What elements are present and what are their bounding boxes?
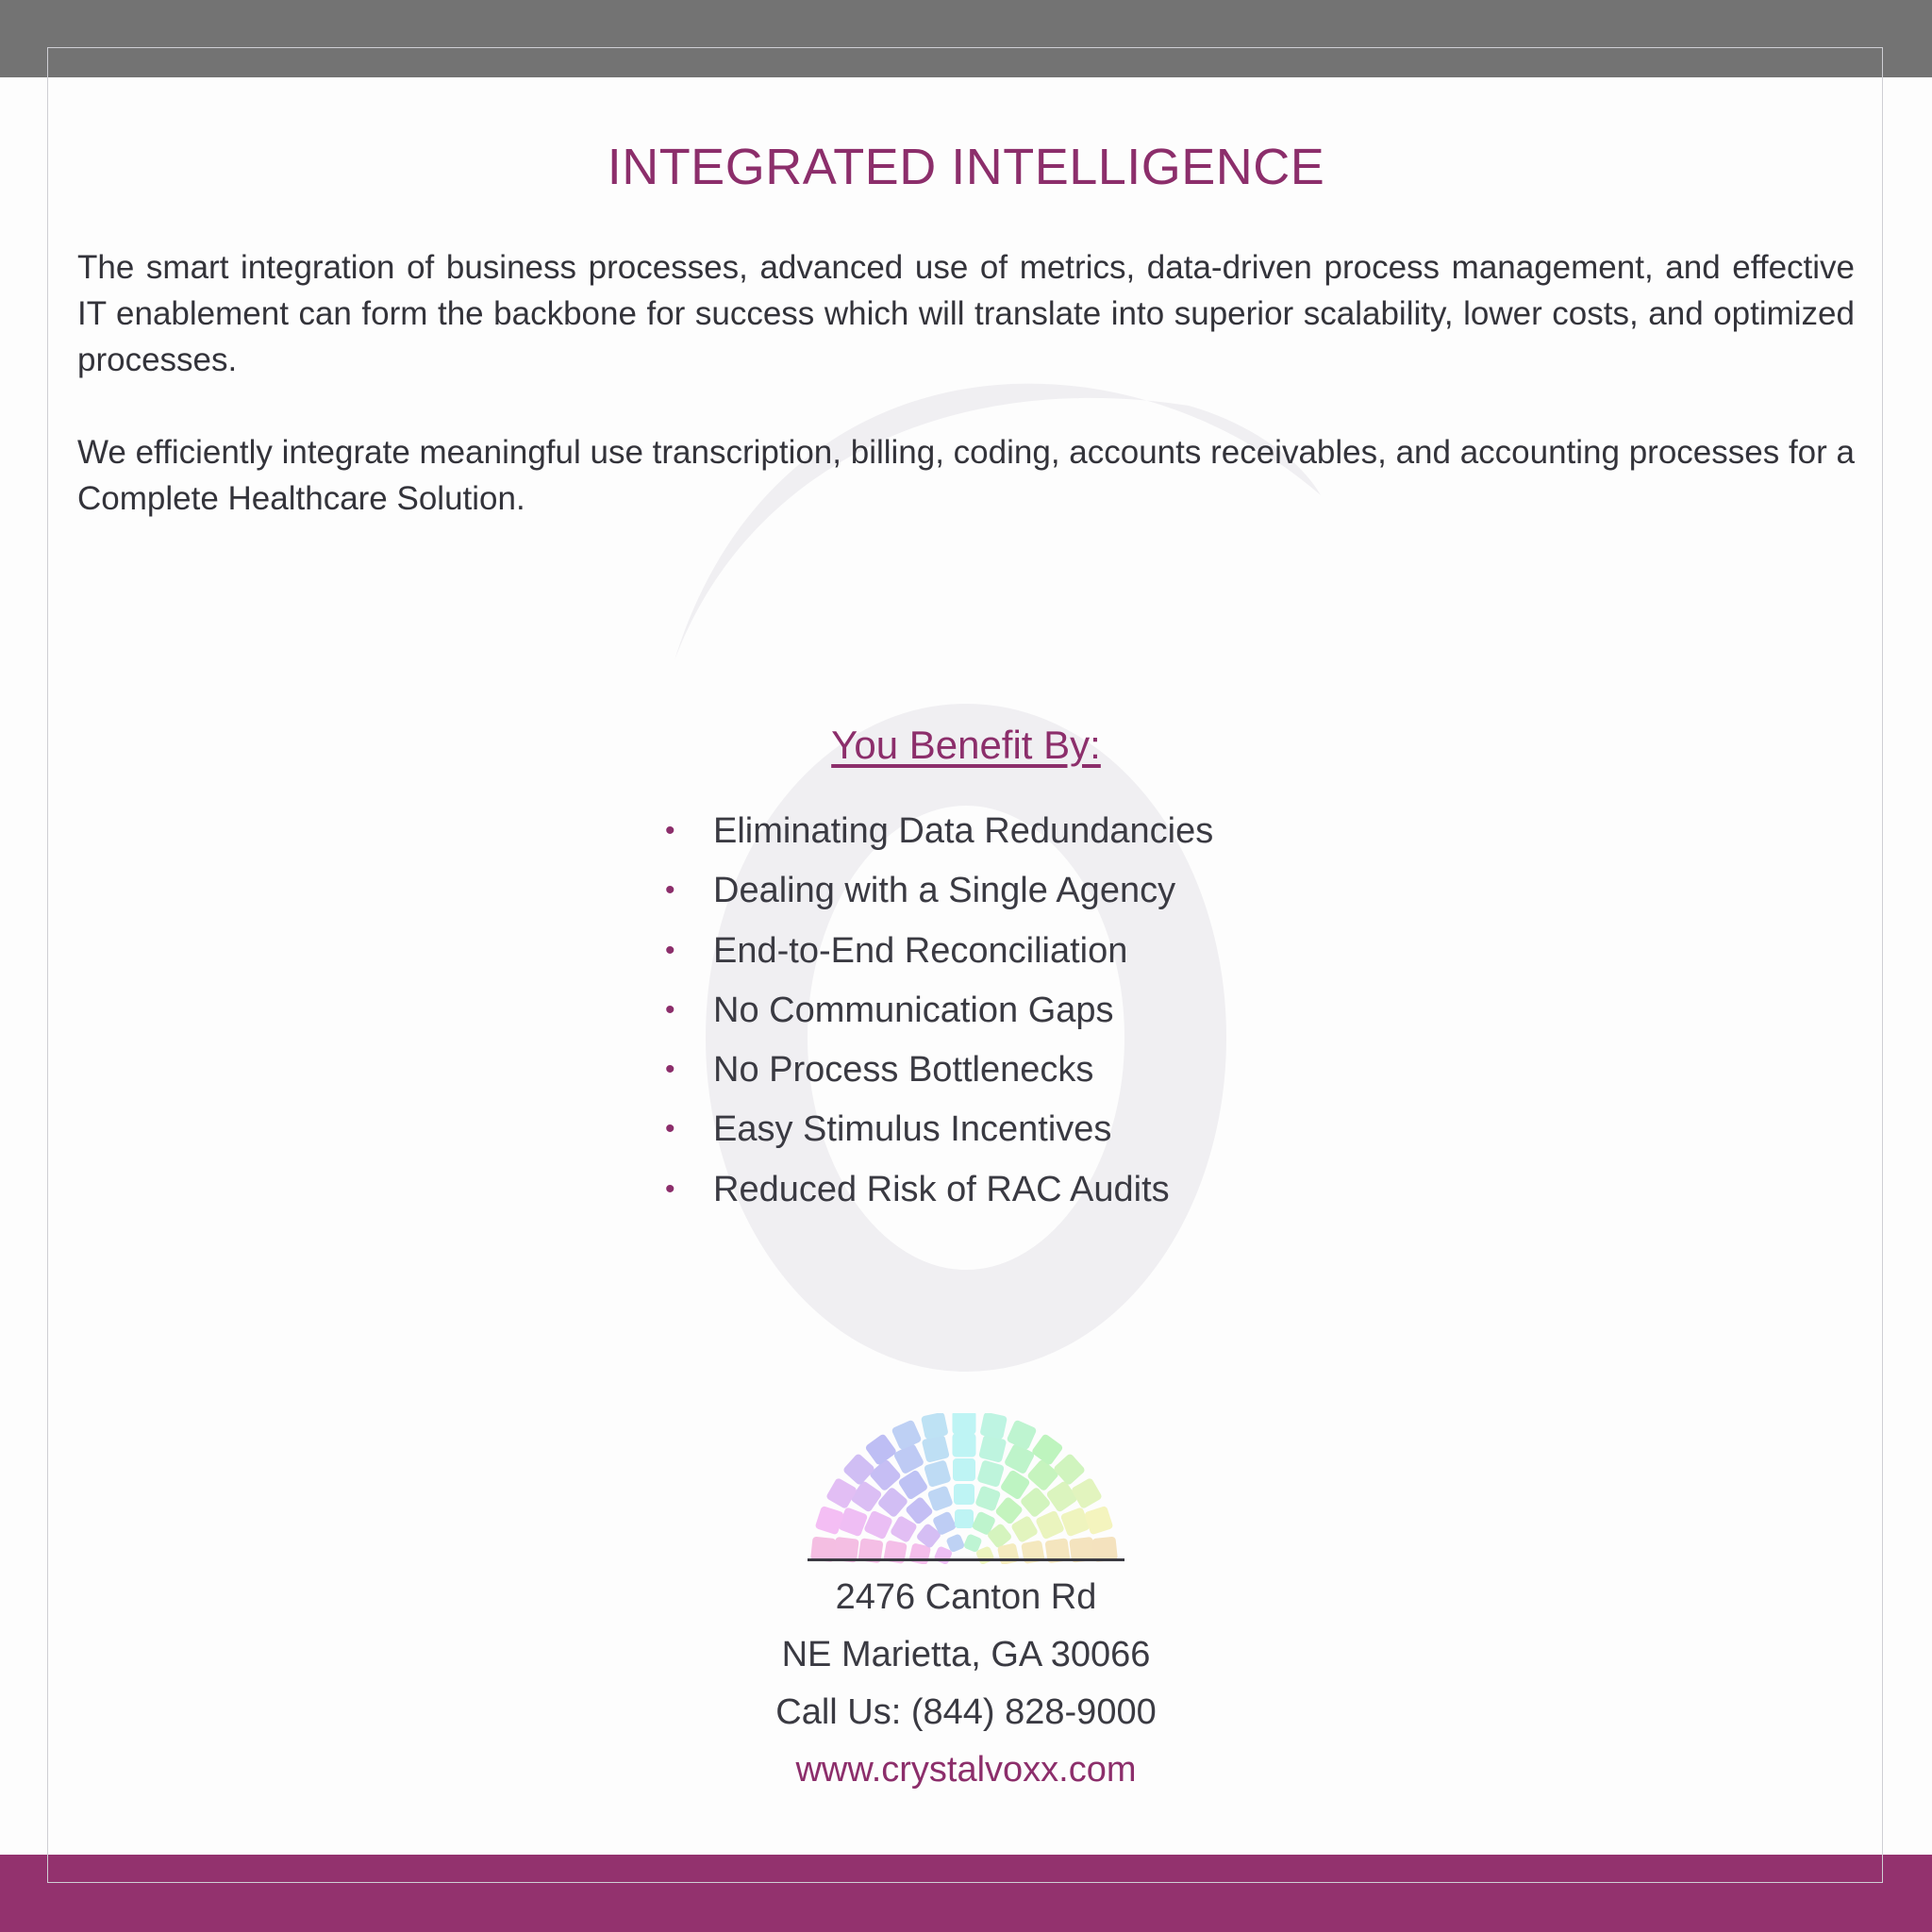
logo-tile xyxy=(863,1510,893,1541)
logo-tile xyxy=(979,1413,1008,1440)
benefit-label: No Process Bottlenecks xyxy=(713,1050,1094,1091)
benefit-item xyxy=(660,1165,1213,1224)
benefit-label: Easy Stimulus Incentives xyxy=(713,1109,1112,1150)
bottom-color-band xyxy=(0,1855,1932,1932)
intro-paragraph: The smart integration of business processes, advanced use of metrics, data-driven process management, and effective IT enablement can form the backbone for success which will translate into superior scalability, lower costs, and optimized processes. xyxy=(77,249,1855,378)
bullet-icon: • xyxy=(665,1113,675,1145)
logo-tile xyxy=(842,1453,875,1486)
integration-paragraph: We efficiently integrate meaningful use transcription, billing, coding, accounts receivables, and accounting processes for a Complete Healthcare Solution. xyxy=(77,434,1855,517)
phone-number: Call Us: (844) 828-9000 xyxy=(775,1692,1157,1732)
logo-tile xyxy=(953,1434,976,1457)
benefits-list xyxy=(660,807,1213,1224)
benefit-item xyxy=(660,986,1213,1045)
logo-tile xyxy=(953,1458,975,1481)
page-title: INTEGRATED INTELLIGENCE xyxy=(607,139,1325,195)
logo-tile xyxy=(850,1480,883,1513)
benefit-item xyxy=(660,926,1213,986)
logo-tile xyxy=(1026,1458,1059,1491)
logo-tile xyxy=(1004,1443,1036,1475)
logo-tile xyxy=(1035,1510,1065,1541)
benefits-heading: You Benefit By: xyxy=(831,723,1101,767)
bullet-icon: • xyxy=(665,1173,675,1205)
logo-tile xyxy=(1031,1433,1064,1466)
bullet-icon: • xyxy=(665,874,675,907)
bullet-icon: • xyxy=(665,934,675,966)
benefit-label: No Communication Gaps xyxy=(713,990,1114,1030)
logo-tile xyxy=(1071,1477,1103,1509)
logo-tile xyxy=(891,1419,922,1450)
address-line-2: NE Marietta, GA 30066 xyxy=(781,1635,1151,1674)
logo-tile xyxy=(893,1443,925,1475)
logo-tile xyxy=(954,1484,974,1505)
benefit-item xyxy=(660,1045,1213,1105)
bullet-icon: • xyxy=(665,815,675,846)
logo-tile xyxy=(978,1435,1007,1463)
benefit-item xyxy=(660,807,1213,866)
logo-tile xyxy=(955,1509,974,1528)
address-line-1: 2476 Canton Rd xyxy=(835,1577,1097,1617)
logo-tile xyxy=(927,1485,954,1511)
logo-tile xyxy=(838,1507,868,1537)
bullet-icon: • xyxy=(665,1054,675,1086)
logo-tile xyxy=(1006,1419,1037,1450)
benefit-label: Dealing with a Single Agency xyxy=(713,871,1176,911)
benefit-item xyxy=(660,1105,1213,1164)
logo-tile xyxy=(869,1458,902,1491)
logo-tile xyxy=(1084,1506,1114,1536)
logo-tile xyxy=(924,1459,952,1488)
logo-tile xyxy=(976,1459,1005,1488)
logo-tile xyxy=(974,1485,1001,1511)
logo-tile xyxy=(1053,1453,1086,1486)
website-link[interactable]: www.crystalvoxx.com xyxy=(795,1750,1137,1790)
logo-tile xyxy=(922,1435,950,1463)
benefit-label: Eliminating Data Redundancies xyxy=(713,811,1214,851)
logo-tile xyxy=(815,1506,845,1536)
logo-tile xyxy=(953,1413,976,1435)
logo-tile xyxy=(1045,1480,1078,1513)
bullet-icon: • xyxy=(665,993,675,1025)
logo-tile xyxy=(864,1433,897,1466)
logo-tile xyxy=(921,1413,949,1440)
crystal-fan-logo-icon xyxy=(804,1413,1124,1564)
logo-tile xyxy=(825,1477,858,1509)
benefit-label: Reduced Risk of RAC Audits xyxy=(713,1169,1170,1209)
benefit-item xyxy=(660,866,1213,925)
benefit-label: End-to-End Reconciliation xyxy=(713,930,1128,971)
logo-tile xyxy=(1060,1507,1091,1537)
top-color-band xyxy=(0,0,1932,77)
logo-underline xyxy=(808,1558,1124,1561)
